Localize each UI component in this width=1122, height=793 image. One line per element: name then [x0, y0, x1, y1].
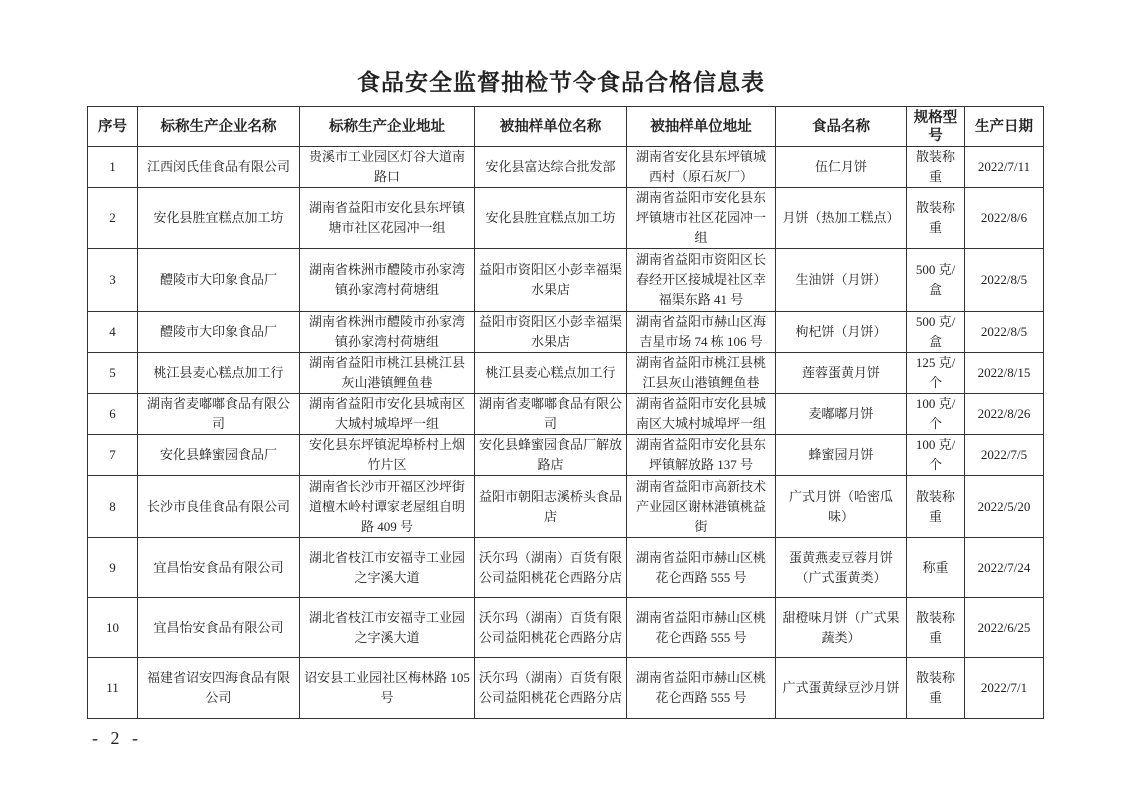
cell-spec: 100 克/个 [907, 435, 965, 476]
cell-sampled-unit-name: 益阳市资阳区小彭幸福渠水果店 [475, 312, 627, 353]
cell-sampled-unit-name: 沃尔玛（湖南）百货有限公司益阳桃花仑西路分店 [475, 658, 627, 719]
cell-sampled-unit-name: 益阳市朝阳志溪桥头食品店 [475, 476, 627, 538]
table-row [88, 476, 1044, 538]
cell-spec: 散装称重 [907, 658, 965, 719]
cell-sampled-unit-address: 湖南省益阳市资阳区长春经开区接城堤社区幸福渠东路 41 号 [627, 249, 776, 312]
cell-producer-name: 江西闵氏佳食品有限公司 [138, 147, 300, 188]
cell-seq: 5 [88, 353, 138, 394]
table-row [88, 435, 1044, 476]
cell-sampled-unit-name: 安化县富达综合批发部 [475, 147, 627, 188]
cell-sampled-unit-address: 湖南省益阳市安化县东坪镇解放路 137 号 [627, 435, 776, 476]
cell-production-date: 2022/5/20 [965, 476, 1044, 538]
cell-producer-address: 安化县东坪镇泥埠桥村上烟竹片区 [300, 435, 475, 476]
cell-producer-address: 贵溪市工业园区灯谷大道南路口 [300, 147, 475, 188]
table-row [88, 188, 1044, 249]
cell-food-name: 广式蛋黄绿豆沙月饼 [776, 658, 907, 719]
cell-sampled-unit-address: 湖南省益阳市高新技术产业园区谢林港镇桃益街 [627, 476, 776, 538]
header-sampled-unit-address: 被抽样单位地址 [627, 107, 776, 147]
cell-production-date: 2022/8/5 [965, 249, 1044, 312]
cell-sampled-unit-name: 桃江县麦心糕点加工行 [475, 353, 627, 394]
cell-production-date: 2022/7/1 [965, 658, 1044, 719]
cell-producer-address: 湖北省枝江市安福寺工业园之字溪大道 [300, 538, 475, 598]
cell-producer-address: 湖南省株洲市醴陵市孙家湾镇孙家湾村荷塘组 [300, 249, 475, 312]
cell-food-name: 月饼（热加工糕点） [776, 188, 907, 249]
table-row [88, 312, 1044, 353]
cell-production-date: 2022/7/24 [965, 538, 1044, 598]
header-spec: 规格型号 [907, 107, 965, 147]
cell-sampled-unit-name: 安化县蜂蜜园食品厂解放路店 [475, 435, 627, 476]
cell-sampled-unit-name: 益阳市资阳区小彭幸福渠水果店 [475, 249, 627, 312]
cell-producer-name: 福建省诏安四海食品有限公司 [138, 658, 300, 719]
cell-sampled-unit-address: 湖南省益阳市安化县城南区大城村城埠坪一组 [627, 394, 776, 435]
header-producer-name: 标称生产企业名称 [138, 107, 300, 147]
cell-food-name: 蛋黄燕麦豆蓉月饼（广式蛋黄类） [776, 538, 907, 598]
table-row [88, 353, 1044, 394]
cell-spec: 125 克/个 [907, 353, 965, 394]
cell-production-date: 2022/6/25 [965, 598, 1044, 658]
cell-seq: 4 [88, 312, 138, 353]
cell-producer-address: 湖北省枝江市安福寺工业园之字溪大道 [300, 598, 475, 658]
cell-sampled-unit-address: 湖南省益阳市桃江县桃江县灰山港镇鲤鱼巷 [627, 353, 776, 394]
cell-production-date: 2022/8/15 [965, 353, 1044, 394]
cell-food-name: 甜橙味月饼（广式果蔬类） [776, 598, 907, 658]
table-row [88, 249, 1044, 312]
cell-spec: 500 克/盒 [907, 312, 965, 353]
cell-producer-address: 湖南省益阳市安化县东坪镇塘市社区花园冲一组 [300, 188, 475, 249]
cell-producer-name: 宜昌怡安食品有限公司 [138, 538, 300, 598]
cell-producer-name: 醴陵市大印象食品厂 [138, 312, 300, 353]
cell-production-date: 2022/8/6 [965, 188, 1044, 249]
cell-spec: 散装称重 [907, 476, 965, 538]
cell-sampled-unit-address: 湖南省益阳市赫山区海吉星市场 74 栋 106 号 [627, 312, 776, 353]
cell-producer-address: 湖南省长沙市开福区沙坪街道檀木岭村谭家老屋组自明路 409 号 [300, 476, 475, 538]
cell-food-name: 麦嘟嘟月饼 [776, 394, 907, 435]
cell-spec: 100 克/个 [907, 394, 965, 435]
cell-producer-name: 湖南省麦嘟嘟食品有限公司 [138, 394, 300, 435]
table-row [88, 394, 1044, 435]
cell-seq: 3 [88, 249, 138, 312]
cell-seq: 1 [88, 147, 138, 188]
cell-sampled-unit-name: 安化县胜宜糕点加工坊 [475, 188, 627, 249]
cell-food-name: 伍仁月饼 [776, 147, 907, 188]
table-row [88, 658, 1044, 719]
cell-spec: 散装称重 [907, 188, 965, 249]
header-production-date: 生产日期 [965, 107, 1044, 147]
cell-production-date: 2022/8/5 [965, 312, 1044, 353]
cell-producer-address: 湖南省株洲市醴陵市孙家湾镇孙家湾村荷塘组 [300, 312, 475, 353]
cell-spec: 散装称重 [907, 147, 965, 188]
cell-spec: 500 克/盒 [907, 249, 965, 312]
cell-sampled-unit-name: 沃尔玛（湖南）百货有限公司益阳桃花仑西路分店 [475, 598, 627, 658]
cell-production-date: 2022/7/11 [965, 147, 1044, 188]
cell-spec: 称重 [907, 538, 965, 598]
header-sampled-unit-name: 被抽样单位名称 [475, 107, 627, 147]
cell-production-date: 2022/7/5 [965, 435, 1044, 476]
food-inspection-table [87, 106, 1044, 719]
cell-seq: 7 [88, 435, 138, 476]
cell-sampled-unit-address: 湖南省益阳市赫山区桃花仑西路 555 号 [627, 538, 776, 598]
cell-seq: 11 [88, 658, 138, 719]
cell-producer-address: 湖南省益阳市安化县城南区大城村城埠坪一组 [300, 394, 475, 435]
table-header-row [88, 107, 1044, 147]
cell-food-name: 枸杞饼（月饼） [776, 312, 907, 353]
cell-sampled-unit-address: 湖南省益阳市安化县东坪镇塘市社区花园冲一组 [627, 188, 776, 249]
table-row [88, 598, 1044, 658]
header-food-name: 食品名称 [776, 107, 907, 147]
cell-seq: 10 [88, 598, 138, 658]
cell-producer-address: 湖南省益阳市桃江县桃江县灰山港镇鲤鱼巷 [300, 353, 475, 394]
cell-food-name: 莲蓉蛋黄月饼 [776, 353, 907, 394]
cell-producer-name: 桃江县麦心糕点加工行 [138, 353, 300, 394]
cell-food-name: 生油饼（月饼） [776, 249, 907, 312]
cell-sampled-unit-name: 沃尔玛（湖南）百货有限公司益阳桃花仑西路分店 [475, 538, 627, 598]
cell-producer-name: 宜昌怡安食品有限公司 [138, 598, 300, 658]
cell-spec: 散装称重 [907, 598, 965, 658]
cell-food-name: 蜂蜜园月饼 [776, 435, 907, 476]
cell-producer-name: 安化县胜宜糕点加工坊 [138, 188, 300, 249]
cell-seq: 8 [88, 476, 138, 538]
cell-sampled-unit-address: 湖南省益阳市赫山区桃花仑西路 555 号 [627, 598, 776, 658]
cell-sampled-unit-address: 湖南省益阳市赫山区桃花仑西路 555 号 [627, 658, 776, 719]
page-number: - 2 - [92, 728, 142, 748]
cell-sampled-unit-name: 湖南省麦嘟嘟食品有限公司 [475, 394, 627, 435]
header-producer-address: 标称生产企业地址 [300, 107, 475, 147]
cell-producer-name: 醴陵市大印象食品厂 [138, 249, 300, 312]
cell-seq: 2 [88, 188, 138, 249]
cell-production-date: 2022/8/26 [965, 394, 1044, 435]
table-row [88, 147, 1044, 188]
cell-producer-name: 长沙市良佳食品有限公司 [138, 476, 300, 538]
cell-sampled-unit-address: 湖南省安化县东坪镇城西村（原石灰厂） [627, 147, 776, 188]
cell-producer-address: 诏安县工业园社区梅林路 105 号 [300, 658, 475, 719]
header-seq: 序号 [88, 107, 138, 147]
table-row [88, 538, 1044, 598]
cell-food-name: 广式月饼（哈密瓜味） [776, 476, 907, 538]
cell-producer-name: 安化县蜂蜜园食品厂 [138, 435, 300, 476]
document-title: 食品安全监督抽检节令食品合格信息表 [357, 70, 765, 96]
cell-seq: 9 [88, 538, 138, 598]
cell-seq: 6 [88, 394, 138, 435]
